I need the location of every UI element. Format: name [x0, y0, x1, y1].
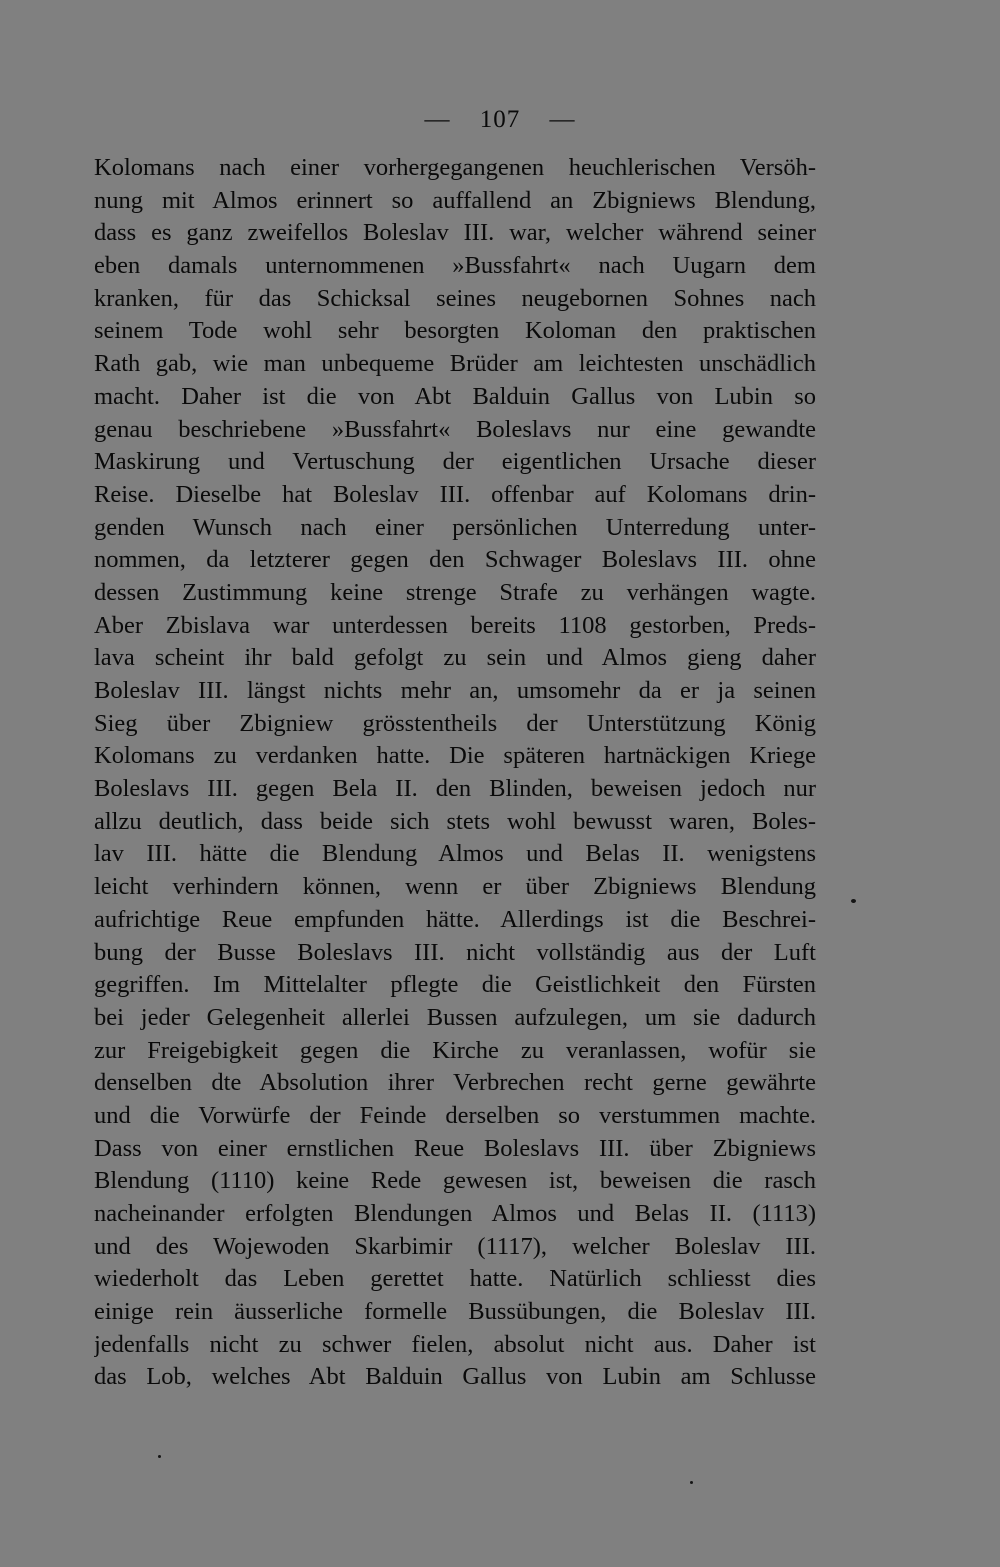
text-line: nommen, da letzterer gegen den Schwager Boleslavs III. ohne [94, 546, 816, 574]
text-line: eben damals unternommenen »Bussfahrt« nach Uugarn dem [94, 252, 816, 280]
text-line: Rath gab, wie man unbequeme Brüder am leichtesten unschädlich [94, 350, 816, 378]
body-text [94, 152, 816, 1394]
text-line: das Lob, welches Abt Balduin Gallus von Lubin am Schlusse [94, 1363, 816, 1391]
print-speck [158, 1455, 161, 1458]
text-line: Blendung (1110) keine Rede gewesen ist, beweisen die rasch [94, 1167, 816, 1195]
text-line: dass es ganz zweifellos Boleslav III. war, welcher während seiner [94, 219, 816, 247]
text-line: denselben dte Absolution ihrer Verbrechen recht gerne gewährte [94, 1069, 816, 1097]
print-speck [851, 899, 856, 903]
text-line: aufrichtige Reue empfunden hätte. Allerdings ist die Beschrei- [94, 905, 816, 933]
text-line: Boleslavs III. gegen Bela II. den Blinden, beweisen jedoch nur [94, 775, 816, 803]
page-number: 107 [479, 106, 521, 133]
text-line: allzu deutlich, dass beide sich stets wohl bewusst waren, Boles- [94, 807, 816, 835]
text-line: nacheinander erfolgten Blendungen Almos und Belas II. (1113) [94, 1200, 816, 1227]
text-line: und die Vorwürfe der Feinde derselben so verstummen machte. [94, 1101, 816, 1129]
text-line: kranken, für das Schicksal seines neugebornen Sohnes nach [94, 284, 816, 312]
text-line: nung mit Almos erinnert so auffallend an Zbigniews Blendung, [94, 186, 816, 214]
text-line: leicht verhindern können, wenn er über Zbigniews Blendung [94, 873, 816, 901]
text-line: macht. Daher ist die von Abt Balduin Gallus von Lubin so [94, 382, 816, 410]
text-line: jedenfalls nicht zu schwer fielen, absolut nicht aus. Daher ist [94, 1330, 816, 1358]
text-line: dessen Zustimmung keine strenge Strafe zu verhängen wagte. [94, 578, 816, 606]
text-line: bei jeder Gelegenheit allerlei Bussen aufzulegen, um sie dadurch [94, 1003, 816, 1031]
print-speck [690, 1481, 693, 1484]
text-line: bung der Busse Boleslavs III. nicht vollständig aus der Luft [94, 938, 816, 966]
text-line: genau beschriebene »Bussfahrt« Boleslavs nur eine gewandte [94, 415, 816, 443]
text-line: seinem Tode wohl sehr besorgten Koloman den praktischen [94, 317, 816, 345]
text-line: gegriffen. Im Mittelalter pflegte die Geistlichkeit den Fürsten [94, 971, 816, 999]
text-line: zur Freigebigkeit gegen die Kirche zu veranlassen, wofür sie [94, 1036, 816, 1064]
text-line: lav III. hätte die Blendung Almos und Belas II. wenigstens [94, 840, 816, 868]
header-dash-right: — [549, 106, 576, 133]
text-line: Kolomans nach einer vorhergegangenen heuchlerischen Versöh- [94, 154, 816, 181]
text-line: Maskirung und Vertuschung der eigentlichen Ursache dieser [94, 448, 816, 476]
text-line: Reise. Dieselbe hat Boleslav III. offenbar auf Kolomans drin- [94, 480, 816, 508]
header-dash-left: — [424, 106, 451, 133]
text-line: Boleslav III. längst nichts mehr an, umsomehr da er ja seinen [94, 677, 816, 704]
text-line: Aber Zbislava war unterdessen bereits 1108 gestorben, Preds- [94, 611, 816, 639]
page-header [0, 100, 1000, 140]
text-line: wiederholt das Leben gerettet hatte. Natürlich schliesst dies [94, 1265, 816, 1293]
text-line: Kolomans zu verdanken hatte. Die späteren hartnäckigen Kriege [94, 742, 816, 770]
text-line: einige rein äusserliche formelle Bussübungen, die Boleslav III. [94, 1298, 816, 1326]
text-line: und des Wojewoden Skarbimir (1117), welcher Boleslav III. [94, 1232, 816, 1260]
text-line: genden Wunsch nach einer persönlichen Unterredung unter- [94, 513, 816, 541]
text-line: lava scheint ihr bald gefolgt zu sein und Almos gieng daher [94, 644, 816, 672]
text-line: Sieg über Zbigniew grösstentheils der Unterstützung König [94, 709, 816, 737]
text-line: Dass von einer ernstlichen Reue Boleslavs III. über Zbigniews [94, 1134, 816, 1162]
